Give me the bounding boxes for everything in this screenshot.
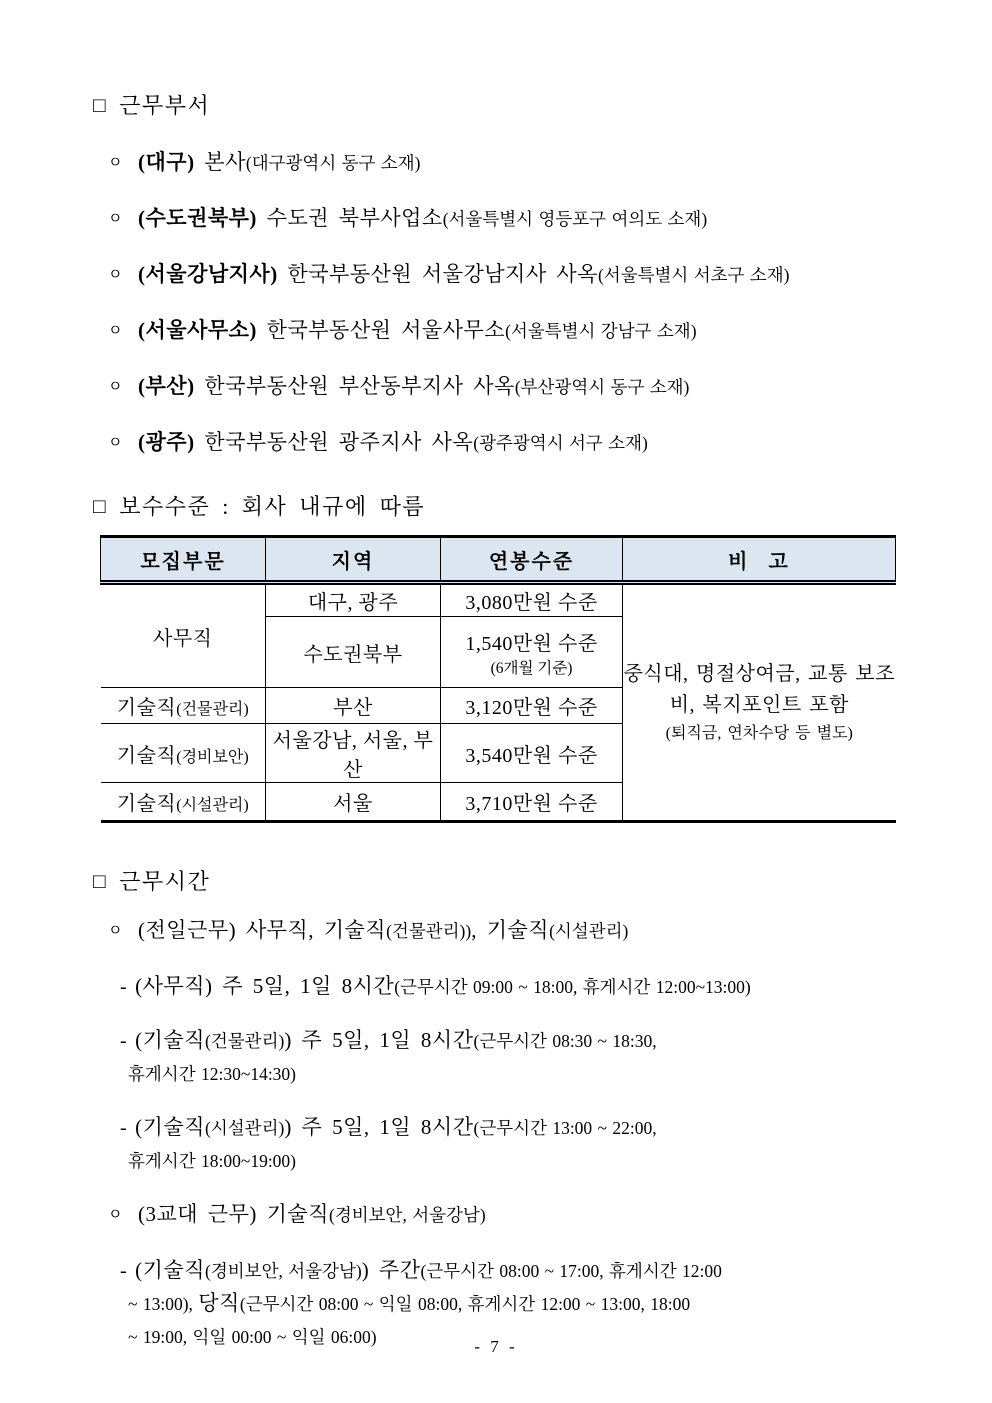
salary-note: (6개월 기준) xyxy=(490,659,573,677)
text-segment: (부산광역시 동구 소재) xyxy=(514,377,690,397)
text-line xyxy=(108,149,904,178)
text-line xyxy=(108,429,904,458)
text-segment: ~ 19:00, 익일 00:00 ~ 익일 06:00) xyxy=(128,1327,377,1347)
text-line xyxy=(120,1027,904,1054)
text-segment: ) 주 5일, 1일 8시간 xyxy=(284,1115,474,1139)
text-line xyxy=(108,317,904,346)
text-segment: (3교대 근무) 기술직 xyxy=(138,1202,329,1226)
cell-office-label: 사무직 xyxy=(101,583,266,688)
text-segment: (근무시간 08:00 ~ 익일 08:00, 휴게시간 12:00 ~ 13:00, 18:00 xyxy=(239,1294,691,1314)
cell-region: 서울 xyxy=(266,783,441,822)
salary-amount: 1,540만원 수준 xyxy=(465,632,598,655)
text-segment: 한국부동산원 서울강남지사 사옥 xyxy=(277,262,598,286)
square-bullet-icon: □ xyxy=(93,93,108,117)
cell-salary: 3,120만원 수준 xyxy=(441,688,623,724)
text-segment: (서울강남지사) xyxy=(138,262,278,286)
tech-label-note: (경비보안) xyxy=(176,748,249,766)
section-title-workplace xyxy=(93,93,904,119)
text-segment: , 기술직 xyxy=(471,918,550,942)
text-segment: 휴게시간 12:30~14:30) xyxy=(128,1064,297,1084)
text-segment: 한국부동산원 광주지사 사옥 xyxy=(194,430,474,454)
section-title-hours-text: 근무시간 xyxy=(119,869,211,894)
text-segment: (사무직) 주 5일, 1일 8시간 xyxy=(135,974,395,998)
circle-bullet-icon: ㅇ xyxy=(108,211,123,227)
text-line xyxy=(120,1114,904,1141)
text-segment: ~ 13:00), xyxy=(128,1294,199,1314)
cell-tech-label xyxy=(101,688,266,724)
remarks-note: (퇴직금, 연차수당 등 별도) xyxy=(665,724,853,742)
salary-table xyxy=(100,535,896,823)
text-segment: 당직 xyxy=(198,1291,240,1315)
header-region: 지역 xyxy=(266,537,441,583)
tech-label-note: (시설관리) xyxy=(176,797,249,814)
text-segment: ) 주 5일, 1일 8시간 xyxy=(284,1028,474,1052)
text-segment: (대구광역시 동구 소재) xyxy=(245,153,421,173)
text-segment: (기술직 xyxy=(135,1115,206,1139)
circle-bullet-icon: ㅇ xyxy=(108,379,123,395)
text-line xyxy=(108,373,904,402)
dash-bullet-icon: - xyxy=(120,976,128,998)
circle-bullet-icon: ㅇ xyxy=(108,323,123,339)
section-title-salary xyxy=(93,494,904,520)
text-segment: (서울특별시 강남구 소재) xyxy=(505,321,697,341)
circle-bullet-icon: ㅇ xyxy=(108,155,123,171)
section-title-hours xyxy=(93,869,904,895)
text-segment: (서울특별시 영등포구 여의도 소재) xyxy=(442,209,708,229)
text-segment: (대구) xyxy=(138,150,195,174)
cell-salary xyxy=(441,617,623,688)
text-segment: (시설관리) xyxy=(205,1118,285,1138)
circle-bullet-icon: ㅇ xyxy=(108,923,123,939)
text-segment: (경비보안, 서울강남) xyxy=(329,1205,486,1225)
circle-bullet-icon: ㅇ xyxy=(108,1207,123,1223)
text-segment: (기술직 xyxy=(135,1028,206,1052)
text-segment: (근무시간 08:00 ~ 17:00, 휴게시간 12:00 xyxy=(420,1261,722,1281)
square-bullet-icon: □ xyxy=(93,494,108,518)
tech-label-main: 기술직 xyxy=(116,793,177,815)
remarks-main: 중식대, 명절상여금, 교통 보조비, 복지포인트 포함 xyxy=(623,662,895,716)
header-remarks: 비 고 xyxy=(623,537,896,583)
cell-salary: 3,710만원 수준 xyxy=(441,783,623,822)
text-segment: (근무시간 13:00 ~ 22:00, xyxy=(473,1118,657,1138)
text-segment: (서울사무소) xyxy=(138,318,257,342)
text-segment: (광주) xyxy=(138,430,195,454)
tech-label-note: (건물관리) xyxy=(176,701,249,718)
text-segment: 한국부동산원 부산동부지사 사옥 xyxy=(194,374,515,398)
dash-bullet-icon: - xyxy=(120,1117,128,1139)
cell-region: 대구, 광주 xyxy=(266,583,441,617)
text-line xyxy=(108,205,904,234)
text-line xyxy=(108,917,904,946)
cell-salary: 3,540만원 수준 xyxy=(441,724,623,783)
text-segment: (부산) xyxy=(138,374,195,398)
text-segment: 한국부동산원 서울사무소 xyxy=(256,318,506,342)
text-line xyxy=(128,1060,904,1087)
text-segment: (기술직 xyxy=(135,1258,206,1282)
cell-region: 부산 xyxy=(266,688,441,724)
text-line xyxy=(108,261,904,290)
square-bullet-icon: □ xyxy=(93,869,108,893)
text-segment: (수도권북부) xyxy=(138,206,257,230)
cell-tech-label xyxy=(101,783,266,822)
dash-bullet-icon: - xyxy=(120,1260,128,1282)
text-line xyxy=(128,1147,904,1174)
circle-bullet-icon: ㅇ xyxy=(108,435,123,451)
text-line xyxy=(120,1257,904,1284)
workplace-list xyxy=(93,149,904,458)
text-segment: (근무시간 08:30 ~ 18:30, xyxy=(473,1031,657,1051)
text-line xyxy=(128,1290,904,1317)
section-title-salary-text: 보수수준 : 회사 내규에 따름 xyxy=(119,494,426,519)
text-segment: ) 주간 xyxy=(361,1258,421,1282)
text-segment: (건물관리)) xyxy=(386,921,472,941)
text-line xyxy=(108,1201,904,1230)
text-segment: (시설관리) xyxy=(549,921,629,941)
text-segment: 수도권 북부사업소 xyxy=(256,206,443,230)
text-segment: (근무시간 09:00 ~ 18:00, 휴게시간 12:00~13:00) xyxy=(394,977,751,997)
dash-bullet-icon: - xyxy=(120,1030,128,1052)
header-recruit-field: 모집부문 xyxy=(101,537,266,583)
hours-list xyxy=(93,917,904,1350)
section-title-workplace-text: 근무부서 xyxy=(119,93,211,118)
table-row xyxy=(101,583,896,617)
cell-salary: 3,080만원 수준 xyxy=(441,583,623,617)
page-number: - 7 - xyxy=(474,1337,518,1356)
cell-tech-label xyxy=(101,724,266,783)
text-segment: (건물관리) xyxy=(205,1031,285,1051)
text-segment: (전일근무) 사무직, 기술직 xyxy=(138,918,387,942)
cell-remarks xyxy=(623,583,896,822)
cell-region: 수도권북부 xyxy=(266,617,441,688)
text-line xyxy=(120,973,904,1000)
tech-label-main: 기술직 xyxy=(116,697,177,719)
text-segment: (광주광역시 서구 소재) xyxy=(473,433,648,453)
text-segment: 휴게시간 18:00~19:00) xyxy=(128,1151,297,1171)
cell-region: 서울강남, 서울, 부산 xyxy=(266,724,441,783)
circle-bullet-icon: ㅇ xyxy=(108,267,123,283)
text-segment: (서울특별시 서초구 소재) xyxy=(597,265,790,285)
text-segment: 본사 xyxy=(194,150,246,174)
header-salary-level: 연봉수준 xyxy=(441,537,623,583)
text-segment: (경비보안, 서울강남) xyxy=(205,1261,362,1281)
salary-table-header-row xyxy=(101,537,896,583)
tech-label-main: 기술직 xyxy=(116,744,177,767)
